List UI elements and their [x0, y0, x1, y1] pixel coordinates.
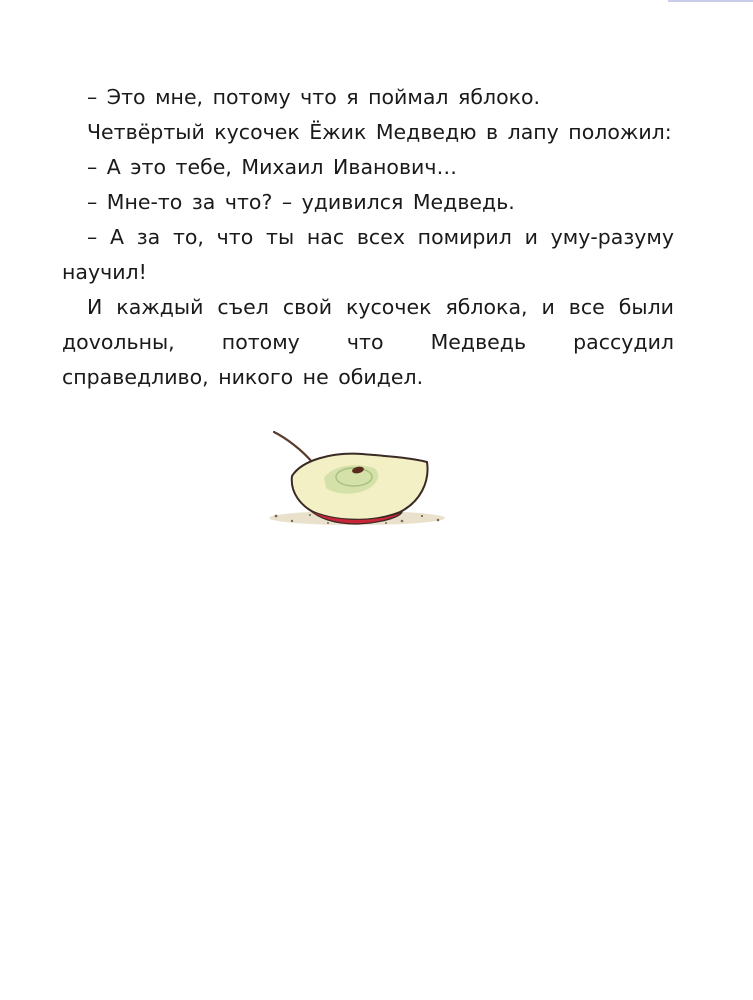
- apple-slice-icon: [262, 422, 452, 537]
- paragraph-3: – А это тебе, Михаил Иванович…: [87, 155, 457, 179]
- paragraph-1: – Это мне, потому что я поймал яблоко.: [87, 85, 541, 109]
- paragraph-5: – А за то, что ты нас всех помирил и уму-разуму научил!: [62, 225, 674, 284]
- story-text: [62, 80, 674, 395]
- paragraph-6: И каждый съел свой кусочек яблока, и все были доvольны, потому что Медведь рассудил справедливо, никого не обидел.: [62, 295, 674, 389]
- paragraph-4: – Мне-то за что? – удивился Медведь.: [87, 190, 515, 214]
- stem: [274, 432, 312, 462]
- apple-slice-illustration: [262, 422, 452, 537]
- page-edge-line: [668, 0, 753, 2]
- paragraph-2: Четвёртый кусочек Ёжик Медведю в лапу положил:: [87, 120, 672, 144]
